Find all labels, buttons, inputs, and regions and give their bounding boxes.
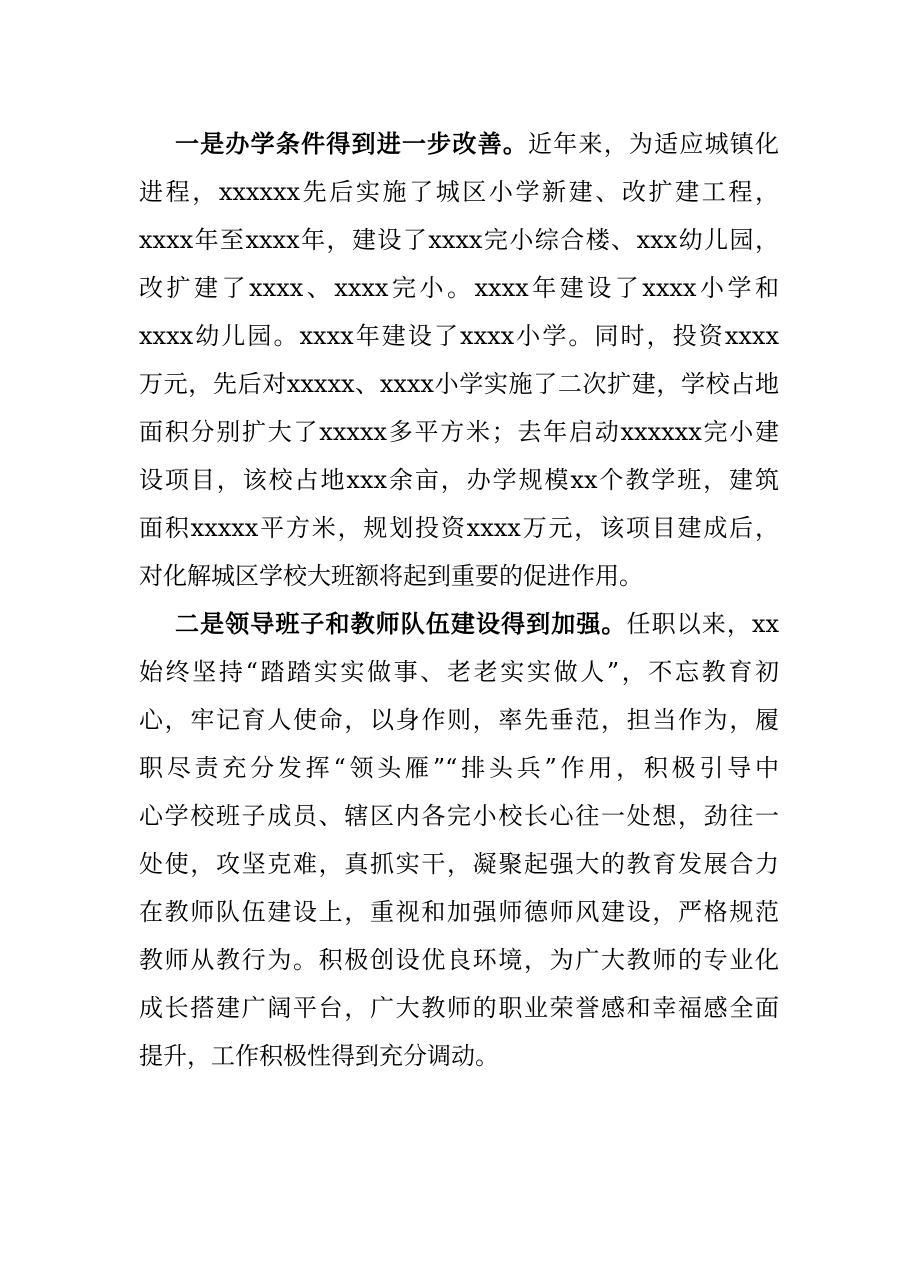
paragraph-2-line-6: 处使，攻坚克难，真抓实干，凝聚起强大的教育发展合力 bbox=[139, 850, 779, 878]
paragraph-2-heading: 二是领导班子和教师队伍建设得到加强。 bbox=[175, 609, 627, 638]
paragraph-1-line-8: 设项目，该校占地xxx余亩，办学规模xx个教学班，建筑 bbox=[139, 466, 779, 494]
paragraph-1-line-6: 万元，先后对xxxxx、xxxx小学实施了二次扩建，学校占地 bbox=[139, 370, 779, 398]
paragraph-2-line-3: 心，牢记育人使命，以身作则，率先垂范，担当作为，履 bbox=[139, 706, 779, 734]
paragraph-1-line-2: 进程，xxxxxx先后实施了城区小学新建、改扩建工程， bbox=[139, 178, 779, 206]
paragraph-1-heading: 一是办学条件得到进一步改善。 bbox=[175, 129, 529, 158]
paragraph-2-line-8: 教师从教行为。积极创设优良环境，为广大教师的专业化 bbox=[139, 946, 779, 974]
paragraph-2-text: 任职以来，xx bbox=[626, 610, 780, 638]
paragraph-2-line-5: 心学校班子成员、辖区内各完小校长心往一处想，劲往一 bbox=[139, 802, 779, 830]
paragraph-1-line-3: xxxx年至xxxx年，建设了xxxx完小综合楼、xxx幼儿园， bbox=[139, 226, 779, 254]
paragraph-2-line-9: 成长搭建广阔平台，广大教师的职业荣誉感和幸福感全面 bbox=[139, 994, 779, 1022]
paragraph-1-line-9: 面积xxxxx平方米，规划投资xxxx万元，该项目建成后， bbox=[139, 514, 779, 542]
paragraph-1-line-10: 对化解城区学校大班额将起到重要的促进作用。 bbox=[139, 562, 643, 590]
paragraph-1-line-7: 面积分别扩大了xxxxx多平方米；去年启动xxxxxx完小建 bbox=[139, 418, 779, 446]
paragraph-2-line-1 bbox=[175, 600, 779, 648]
paragraph-2-line-7: 在教师队伍建设上，重视和加强师德师风建设，严格规范 bbox=[139, 898, 779, 926]
paragraph-2-line-4: 职尽责充分发挥“领头雁”“排头兵”作用，积极引导中 bbox=[139, 754, 779, 782]
paragraph-2-line-2: 始终坚持“踏踏实实做事、老老实实做人”，不忘教育初 bbox=[139, 658, 779, 686]
paragraph-1-line-1 bbox=[175, 120, 779, 168]
paragraph-1-line-5: xxxx幼儿园。xxxx年建设了xxxx小学。同时，投资xxxx bbox=[139, 322, 779, 350]
paragraph-1-text: 近年来，为适应城镇化 bbox=[528, 130, 780, 158]
paragraph-1-line-4: 改扩建了xxxx、xxxx完小。xxxx年建设了xxxx小学和 bbox=[139, 274, 779, 302]
paragraph-2-line-10: 提升，工作积极性得到充分调动。 bbox=[139, 1042, 499, 1070]
